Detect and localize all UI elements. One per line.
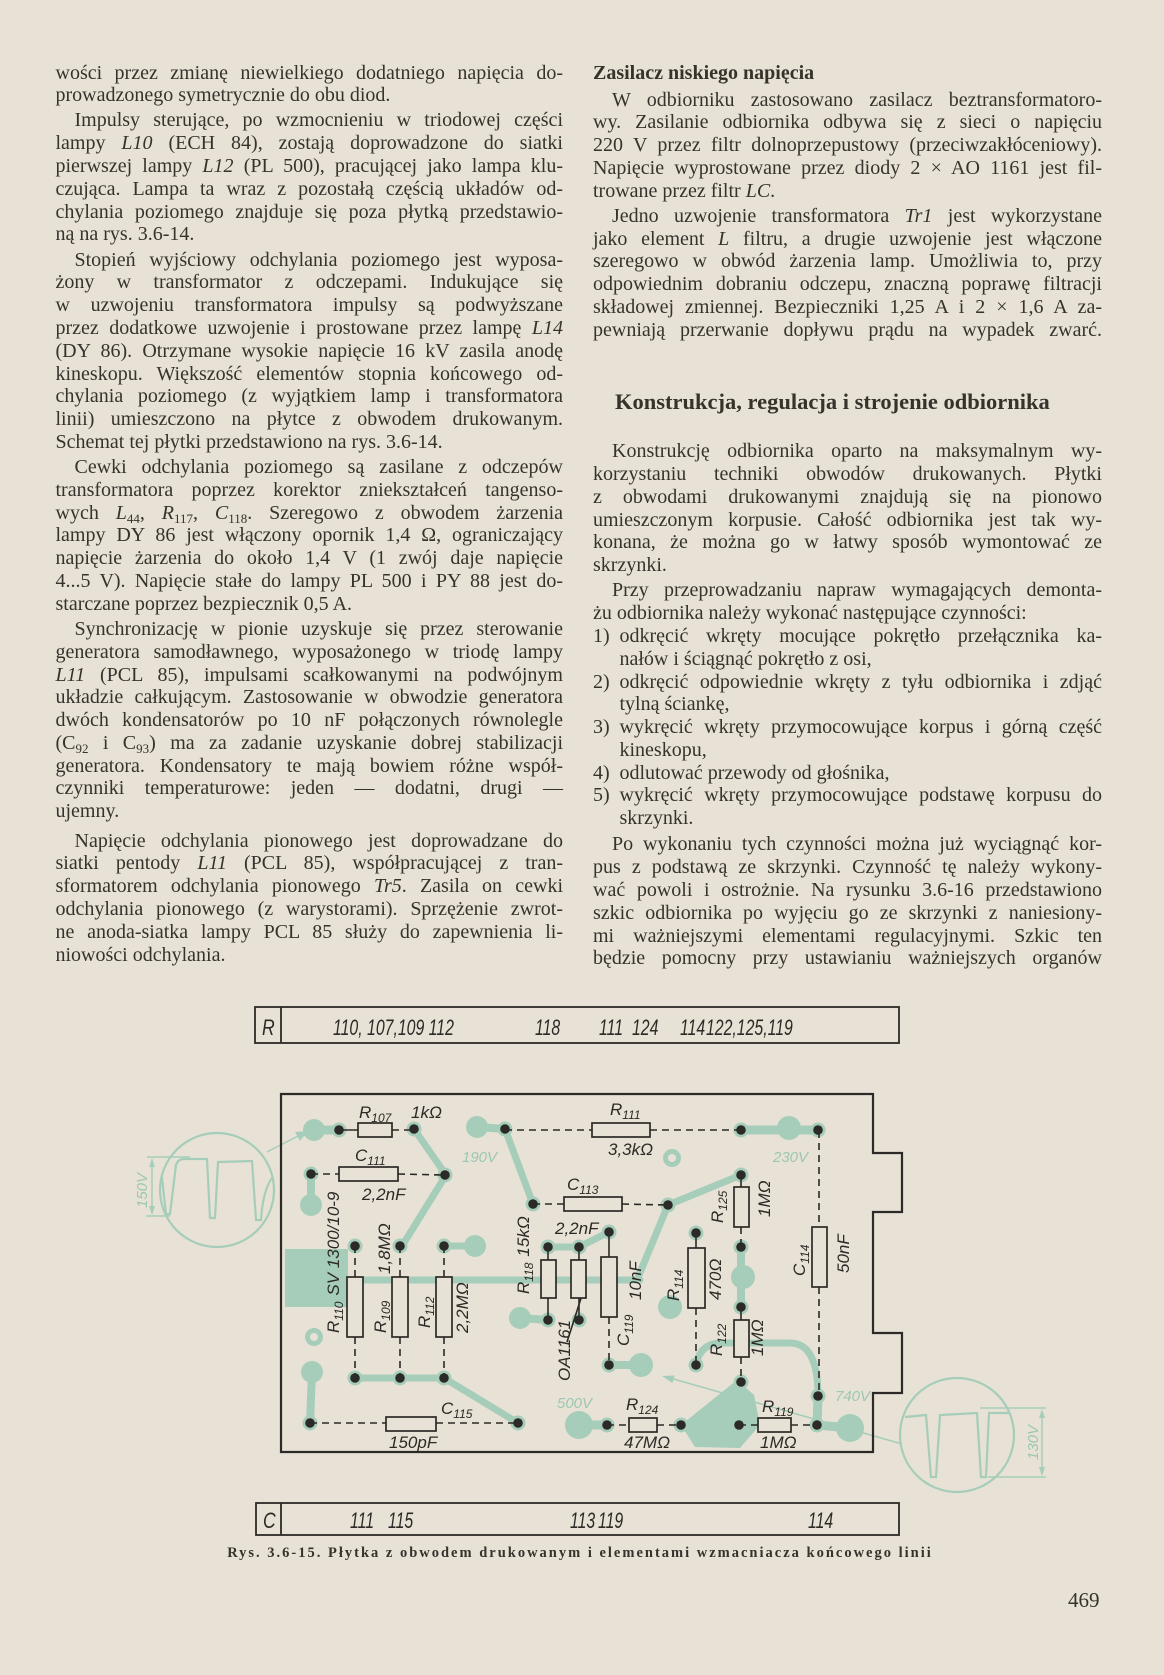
text-line: szkic odbiornika po wyjęciu go ze skrzynki z naniesiony-	[593, 901, 1102, 924]
capacitor-reference: 111	[350, 1509, 375, 1534]
component-r124	[629, 1418, 657, 1432]
component-symbol: C	[355, 1146, 368, 1165]
waveform-right	[905, 1413, 1012, 1477]
component-r109	[392, 1277, 408, 1337]
text-line: linii) umieszczono na płytce z obwodem drukowanym.	[55, 408, 563, 431]
component-index: 118	[522, 1262, 536, 1282]
text-run: . Szeregowo z obwodem żarzenia	[247, 501, 564, 524]
text-line: chylania poziomego (z wyjątkiem lamp i transformatora	[55, 385, 563, 408]
text-run: przez dodatkowe uzwojenie i prostowane przez lampę	[55, 316, 532, 339]
text-line: Przy przeprowadzaniu napraw wymagających demonta-	[612, 579, 1102, 602]
text-line: tylną ściankę,	[619, 693, 730, 716]
solder-pad	[813, 1125, 823, 1135]
italic-symbol: L	[115, 501, 127, 524]
figure-caption: Rys. 3.6-15. Płytka z obwodem drukowanym i elementami wzmacniacza końcowego linii	[227, 1545, 933, 1561]
component-value: 1MΩ	[748, 1319, 767, 1356]
subscript: 117	[173, 510, 193, 526]
text-line: W odbiorniku zastosowano zasilacz beztransformatoro-	[612, 88, 1102, 111]
text-run: pierwszej lampy	[55, 155, 203, 178]
text-run: (C	[55, 731, 76, 754]
component-value: 2,2nF	[362, 1185, 406, 1204]
resistor-reference: 118	[535, 1016, 561, 1041]
page-number: 469	[1068, 1588, 1100, 1612]
text-line: chylania poziomego znajduje się poza płytką przedstawio-	[55, 200, 563, 223]
component-symbol: R	[626, 1395, 639, 1414]
component-index: 119	[622, 1314, 636, 1334]
text-line: w uzwojeniu transformatora impulsy są podwyższane	[55, 294, 563, 317]
voltage-label: 230V	[773, 1149, 809, 1166]
solder-pad	[604, 1227, 614, 1237]
text-line: skrzynki.	[619, 807, 694, 830]
component-d1	[571, 1260, 586, 1298]
component-value: 150pF	[389, 1433, 438, 1452]
solder-pad	[736, 1170, 746, 1180]
text-run: . Zasila on cewki	[401, 875, 563, 898]
solder-pad	[543, 1315, 553, 1325]
solder-land	[303, 1119, 325, 1141]
solder-land	[777, 1116, 801, 1140]
component-r122	[734, 1320, 749, 1357]
component-label	[610, 1100, 641, 1122]
italic-symbol: L11	[197, 852, 227, 875]
component-index: 119	[774, 1405, 794, 1419]
copper-trace	[402, 1129, 446, 1246]
component-symbol: R	[359, 1103, 372, 1122]
component-label	[664, 1269, 686, 1301]
component-r112	[436, 1277, 452, 1337]
component-symbol: R	[610, 1100, 623, 1119]
solder-land	[466, 1116, 488, 1138]
text-line: z obwodami drukowanymi znajdują się na pionowo	[593, 485, 1102, 508]
solder-pad	[350, 1241, 360, 1251]
solder-pad	[736, 1377, 746, 1387]
text-run: jako element	[593, 227, 719, 250]
component-value: 1,8MΩ	[375, 1223, 394, 1274]
text-line: (DY 86). Otrzymane wysokie napięcie 16 kV zasila anodę	[55, 339, 563, 362]
text-line: pewniają przerwanie dopływu prądu na wypadek zwarć.	[593, 318, 1102, 341]
text-run: trowane przez filtr	[593, 179, 746, 202]
text-line: korzystaniu techniki obwodów drukowanych. Płytki	[593, 463, 1102, 486]
dashed-lead	[622, 1204, 668, 1205]
text-run: .	[770, 179, 776, 202]
pointer-line	[267, 1135, 300, 1152]
text-line: nałów i ściągnąć pokrętło z osi,	[619, 647, 872, 670]
text-line: generatora. Kondensatory te mają bowiem różne współ-	[55, 754, 563, 777]
voltage-label: 190V	[462, 1149, 498, 1166]
italic-symbol: L	[718, 227, 730, 250]
section-heading: Zasilacz niskiego napięcia	[593, 61, 815, 84]
component-symbol: C	[790, 1263, 809, 1276]
voltage-label: 150V	[134, 1172, 151, 1208]
text-line: czująca. Lampa ta wraz z pozostałą częścią układów od-	[55, 177, 563, 200]
text-line: odkręcić wkręty mocujące pokrętło przełącznika ka-	[619, 624, 1102, 647]
component-index: 113	[579, 1183, 599, 1197]
arrowhead	[1039, 1409, 1045, 1418]
component-symbol: R	[415, 1315, 434, 1328]
list-number: 4)	[593, 761, 610, 784]
table-label: C	[263, 1509, 276, 1534]
text-line: Napięcie wyprostowane przez diody 2 × AO 1161 jest fil-	[593, 156, 1102, 179]
component-value: 2,2nF	[555, 1219, 599, 1238]
solder-land	[301, 1361, 323, 1383]
component-label	[790, 1244, 812, 1276]
component-value: 50nF	[834, 1234, 853, 1273]
text-line: odkręcić odpowiednie wkręty z tyłu odbiornika i zdjąć	[619, 670, 1102, 693]
solder-pad	[350, 1373, 360, 1383]
text-line: ną na rys. 3.6-14.	[55, 223, 195, 246]
text-run: sformatorem odchylania pionowego	[55, 875, 374, 898]
text-line: czynniki temperaturowe: jeden — dodatni, drugi —	[55, 777, 563, 800]
solder-land	[731, 1265, 755, 1289]
text-line: kineskopu,	[619, 738, 707, 761]
italic-symbol: LC	[745, 179, 771, 202]
text-line: odchylania pionowego (z warystorami). Sprzężenie zwrot-	[55, 897, 563, 920]
solder-pad	[395, 1241, 405, 1251]
copper-trace	[668, 1175, 741, 1205]
resistor-reference: 110, 107,109 112	[333, 1016, 454, 1041]
text-run: (PCL 85), współpracującej z tran-	[226, 852, 563, 875]
text-line: Konstrukcję odbiornika oparto na maksymalnym wy-	[612, 440, 1102, 463]
subscript: 118	[228, 510, 248, 526]
component-symbol: R	[762, 1397, 775, 1416]
component-label	[371, 1300, 393, 1333]
solder-pad	[334, 1125, 344, 1135]
text-run: (ECH 84), zostają doprowadzone do siatki	[152, 132, 563, 155]
capacitor-reference: 119	[598, 1509, 624, 1534]
italic-symbol: L12	[202, 155, 234, 178]
solder-land	[300, 1194, 322, 1216]
solder-pad	[305, 1418, 315, 1428]
solder-pad	[734, 1420, 744, 1430]
text-line: szeregowo w obwód żarzenia lamp. Umożliwia to, przy	[593, 250, 1102, 273]
text-line: żu odbiornika należy wykonać następujące czynności:	[593, 602, 1027, 625]
component-index: 122	[715, 1323, 729, 1344]
component-index: 124	[638, 1403, 659, 1417]
waveform-left	[160, 1159, 272, 1220]
resistor-reference: 122,125,119	[706, 1016, 793, 1041]
text-line: Synchronizację w pionie uzyskuje się przez sterowanie	[74, 617, 563, 640]
component-label	[415, 1296, 437, 1328]
text-line: pus z podstawą ze skrzynki. Czynność tę należy wykony-	[593, 856, 1102, 879]
text-line: ujemny.	[55, 800, 120, 823]
capacitor-reference: 114	[808, 1509, 834, 1534]
text-line: Impulsy sterujące, po wzmocnieniu w triodowej części	[74, 109, 563, 132]
text-line: Schemat tej płytki przedstawiono na rys. 3.6-14.	[55, 430, 443, 453]
text-line: starczane poprzez bezpiecznik 0,5 A.	[55, 592, 353, 615]
solder-pad	[602, 1420, 612, 1430]
component-symbol: R	[707, 1343, 726, 1356]
text-run: filtru, a drugie uzwojenie jest włączone	[729, 227, 1103, 250]
text-line: 220 V przez filtr dolnoprzepustowy (przeciwzakłóceniowy).	[593, 134, 1102, 157]
italic-symbol: L11	[55, 663, 86, 686]
component-value: 47MΩ	[624, 1433, 671, 1452]
text-line: będzie pomocny przy ustawianiu ważniejszych organów	[593, 947, 1102, 970]
resistor-reference-table	[255, 1007, 899, 1043]
solder-pad	[513, 1418, 523, 1428]
component-value: 1MΩ	[760, 1433, 797, 1452]
resistor-reference: 124	[632, 1016, 659, 1041]
component-label	[567, 1175, 599, 1197]
component-label	[359, 1103, 393, 1125]
text-line: odpowiednim dobraniu odczepu, znaczną poprawę filtracji	[593, 273, 1102, 296]
solder-pad	[663, 1200, 673, 1210]
component-r107	[358, 1123, 392, 1137]
text-line: prowadzonego symetrycznie do obu diod.	[55, 84, 391, 107]
italic-symbol: C	[214, 501, 229, 524]
text-line: żony w transformator z odczepami. Indukujące się	[55, 271, 563, 294]
component-index: 109	[379, 1300, 393, 1321]
text-run: lampy	[55, 132, 122, 155]
text-line: wać powoli i ostrożnie. Na rysunku 3.6-16 przedstawiono	[593, 879, 1102, 902]
text-run: ,	[139, 501, 162, 524]
solder-pad	[676, 1420, 686, 1430]
solder-land	[836, 1414, 864, 1442]
component-symbol: R	[708, 1210, 727, 1223]
solder-land	[464, 1235, 486, 1257]
solder-pad	[691, 1360, 701, 1370]
component-symbol: R	[514, 1281, 533, 1294]
component-value: 1kΩ	[411, 1103, 442, 1122]
component-c114	[812, 1227, 827, 1287]
pointer-arrowhead	[662, 1376, 675, 1384]
solder-land	[509, 1307, 531, 1329]
component-label	[355, 1146, 386, 1168]
text-run: i C	[88, 731, 137, 754]
component-index: 107	[371, 1111, 392, 1125]
component-value: 470Ω	[706, 1258, 725, 1300]
text-line: generatora samodławnego, wyposażonego w triodę lampy	[55, 640, 563, 663]
solder-pad	[528, 1199, 538, 1209]
text-line: wości przez zmianę niewielkiego dodatniego napięcia do-	[55, 61, 563, 84]
text-line: transformatora poprzez korektor zniekształceń tangenso-	[55, 478, 563, 501]
text-line: Po wykonaniu tych czynności można już wyciągnąć kor-	[612, 833, 1102, 856]
text-line: odlutować przewody od głośnika,	[619, 761, 890, 784]
solder-pad	[500, 1124, 510, 1134]
text-line: składowej zmiennej. Bezpieczniki 1,25 A i 2 × 1,6 A za-	[593, 296, 1102, 319]
text-run: ) ma za zadanie uzyskanie dobrej stabilizacji	[149, 731, 564, 754]
solder-pad	[736, 1302, 746, 1312]
component-index: 115	[453, 1407, 473, 1421]
text-line: ne anoda-siatka lampy PCL 85 służy do zapewnienia li-	[55, 920, 563, 943]
component-label	[708, 1190, 730, 1223]
table-label: R	[262, 1016, 275, 1041]
component-r114	[688, 1248, 705, 1308]
text-run: Jedno uzwojenie transformatora	[612, 204, 905, 227]
component-index: 110	[332, 1301, 346, 1321]
voltage-label: 740V	[835, 1388, 871, 1405]
copper-trace	[505, 1129, 533, 1204]
solder-pad	[306, 1169, 316, 1179]
text-line: napięcie żarzenia do około 1,4 V (1 zwój daje napięcie	[55, 547, 563, 570]
text-line: skrzynki.	[593, 554, 667, 577]
component-symbol: C	[567, 1175, 580, 1194]
component-label	[441, 1399, 473, 1421]
text-line: kineskopu. Większość elementów stopnia końcowego od-	[55, 362, 563, 385]
italic-symbol: L14	[531, 316, 563, 339]
component-label	[324, 1191, 346, 1333]
list-number: 2)	[593, 670, 610, 693]
text-run: siatki pentody	[55, 852, 198, 875]
italic-symbol: L10	[121, 132, 153, 155]
text-run: (PCL 85), impulsami scałkowanymi na podwójnym	[85, 663, 563, 686]
mounting-hole	[310, 1333, 318, 1341]
solder-pad	[813, 1391, 823, 1401]
text-line: Stopień wyjściowy odchylania poziomego jest wyposa-	[74, 248, 563, 271]
solder-pad	[691, 1228, 701, 1238]
resistor-reference: 114	[680, 1016, 706, 1041]
list-number: 5)	[593, 784, 610, 807]
component-c115	[386, 1417, 436, 1431]
voltage-label: 500V	[557, 1395, 593, 1412]
text-line: wykręcić wkręty przymocowujące korpus i górną część	[619, 716, 1102, 739]
component-label	[614, 1314, 636, 1346]
component-c113	[564, 1197, 622, 1211]
arrowhead	[1039, 1467, 1045, 1476]
text-line: wy. Zasilanie odbiornika odbywa się z sieci o napięciu	[593, 111, 1102, 134]
component-c119	[601, 1257, 617, 1317]
text-line: konana, że można go w łatwy sposób wymontować ze	[593, 531, 1102, 554]
solder-pad	[736, 1125, 746, 1135]
component-c111	[339, 1167, 398, 1181]
capacitor-reference: 115	[388, 1509, 414, 1534]
solder-pad	[543, 1242, 553, 1252]
component-symbol: R	[664, 1288, 683, 1301]
component-index: 111	[367, 1154, 386, 1168]
solder-pad	[604, 1360, 614, 1370]
text-line: mi ważniejszymi elementami regulacyjnymi. Szkic ten	[593, 924, 1102, 947]
text-line: Cewki odchylania poziomego są zasilane z odczepów	[74, 456, 563, 479]
component-index: 112	[423, 1296, 437, 1316]
text-line: układzie całkującym. Zastosowanie w obwodzie generatora	[55, 686, 563, 709]
subscript: 44	[126, 510, 140, 526]
text-line: lampy DY 86 jest włączony opornik 1,4 Ω, ograniczający	[55, 524, 563, 547]
component-r118	[541, 1260, 556, 1298]
solder-pad	[812, 1420, 822, 1430]
component-value: 3,3kΩ	[608, 1140, 654, 1159]
component-label	[514, 1216, 536, 1294]
component-index: 125	[716, 1190, 730, 1211]
component-value: OA1161	[555, 1319, 574, 1381]
solder-pad	[440, 1170, 450, 1180]
component-symbol: R	[371, 1320, 390, 1333]
solder-pad	[574, 1242, 584, 1252]
component-symbol: R	[324, 1320, 343, 1333]
solder-land	[565, 1411, 593, 1439]
component-index: 114	[798, 1244, 812, 1264]
component-index: 111	[622, 1108, 641, 1122]
capacitor-reference-table	[256, 1503, 899, 1535]
italic-symbol: Tr1	[904, 204, 933, 227]
text-line: Napięcie odchylania pionowego jest doprowadzane do	[74, 829, 563, 852]
mounting-hole	[668, 1154, 676, 1162]
solder-pad	[574, 1315, 584, 1325]
component-value: 2,2MΩ	[453, 1282, 472, 1333]
arrowhead	[149, 1158, 155, 1167]
component-label	[707, 1323, 729, 1356]
component-label	[762, 1397, 794, 1419]
component-value: 1MΩ	[755, 1180, 774, 1217]
component-label	[626, 1395, 659, 1417]
italic-symbol: Tr5	[373, 875, 402, 898]
component-r119	[758, 1418, 791, 1432]
dashed-lead	[398, 1174, 445, 1175]
oscillogram-circle-right	[900, 1378, 1014, 1492]
solder-pad	[439, 1373, 449, 1383]
solder-pad	[736, 1242, 746, 1252]
solder-pad	[395, 1373, 405, 1383]
solder-pad	[409, 1124, 419, 1134]
component-symbol: C	[614, 1333, 633, 1346]
text-run: ,	[192, 501, 215, 524]
text-line: 4...5 V). Napięcie stałe do lampy PL 500 i PY 88 jest do-	[55, 570, 563, 593]
component-r125	[734, 1187, 749, 1227]
component-value: 10nF	[626, 1261, 645, 1300]
voltage-label: 130V	[1025, 1424, 1042, 1460]
copper-area	[681, 1380, 760, 1448]
component-value: 15kΩ	[514, 1216, 533, 1257]
component-r111	[592, 1123, 650, 1137]
text-run: wych	[55, 501, 116, 524]
solder-land	[629, 1353, 653, 1377]
text-line: wykręcić wkręty przymocowujące podstawę korpusu do	[619, 784, 1102, 807]
text-run: jest wykorzystane	[932, 204, 1102, 227]
capacitor-reference: 113	[570, 1509, 596, 1534]
resistor-reference: 111	[599, 1016, 624, 1041]
component-value: SV 1300/10-9	[324, 1191, 343, 1296]
section-heading: Konstrukcja, regulacja i strojenie odbiornika	[615, 388, 1050, 414]
list-number: 3)	[593, 716, 610, 739]
list-number: 1)	[593, 624, 610, 647]
component-index: 114	[672, 1269, 686, 1289]
component-r110	[347, 1277, 363, 1337]
subscript: 93	[136, 740, 150, 756]
text-line: umieszczonym korpusie. Całość odbiornika jest tak wy-	[593, 508, 1102, 531]
text-line: niowości odchylania.	[55, 943, 226, 966]
text-run: (PL 500), pracującej jako lampa klu-	[233, 155, 564, 178]
italic-symbol: R	[161, 501, 174, 524]
component-symbol: C	[441, 1399, 454, 1418]
solder-pad	[439, 1241, 449, 1251]
text-line: dwóch kondensatorów po 10 nF połączonych równolegle	[55, 709, 563, 732]
subscript: 92	[75, 740, 89, 756]
